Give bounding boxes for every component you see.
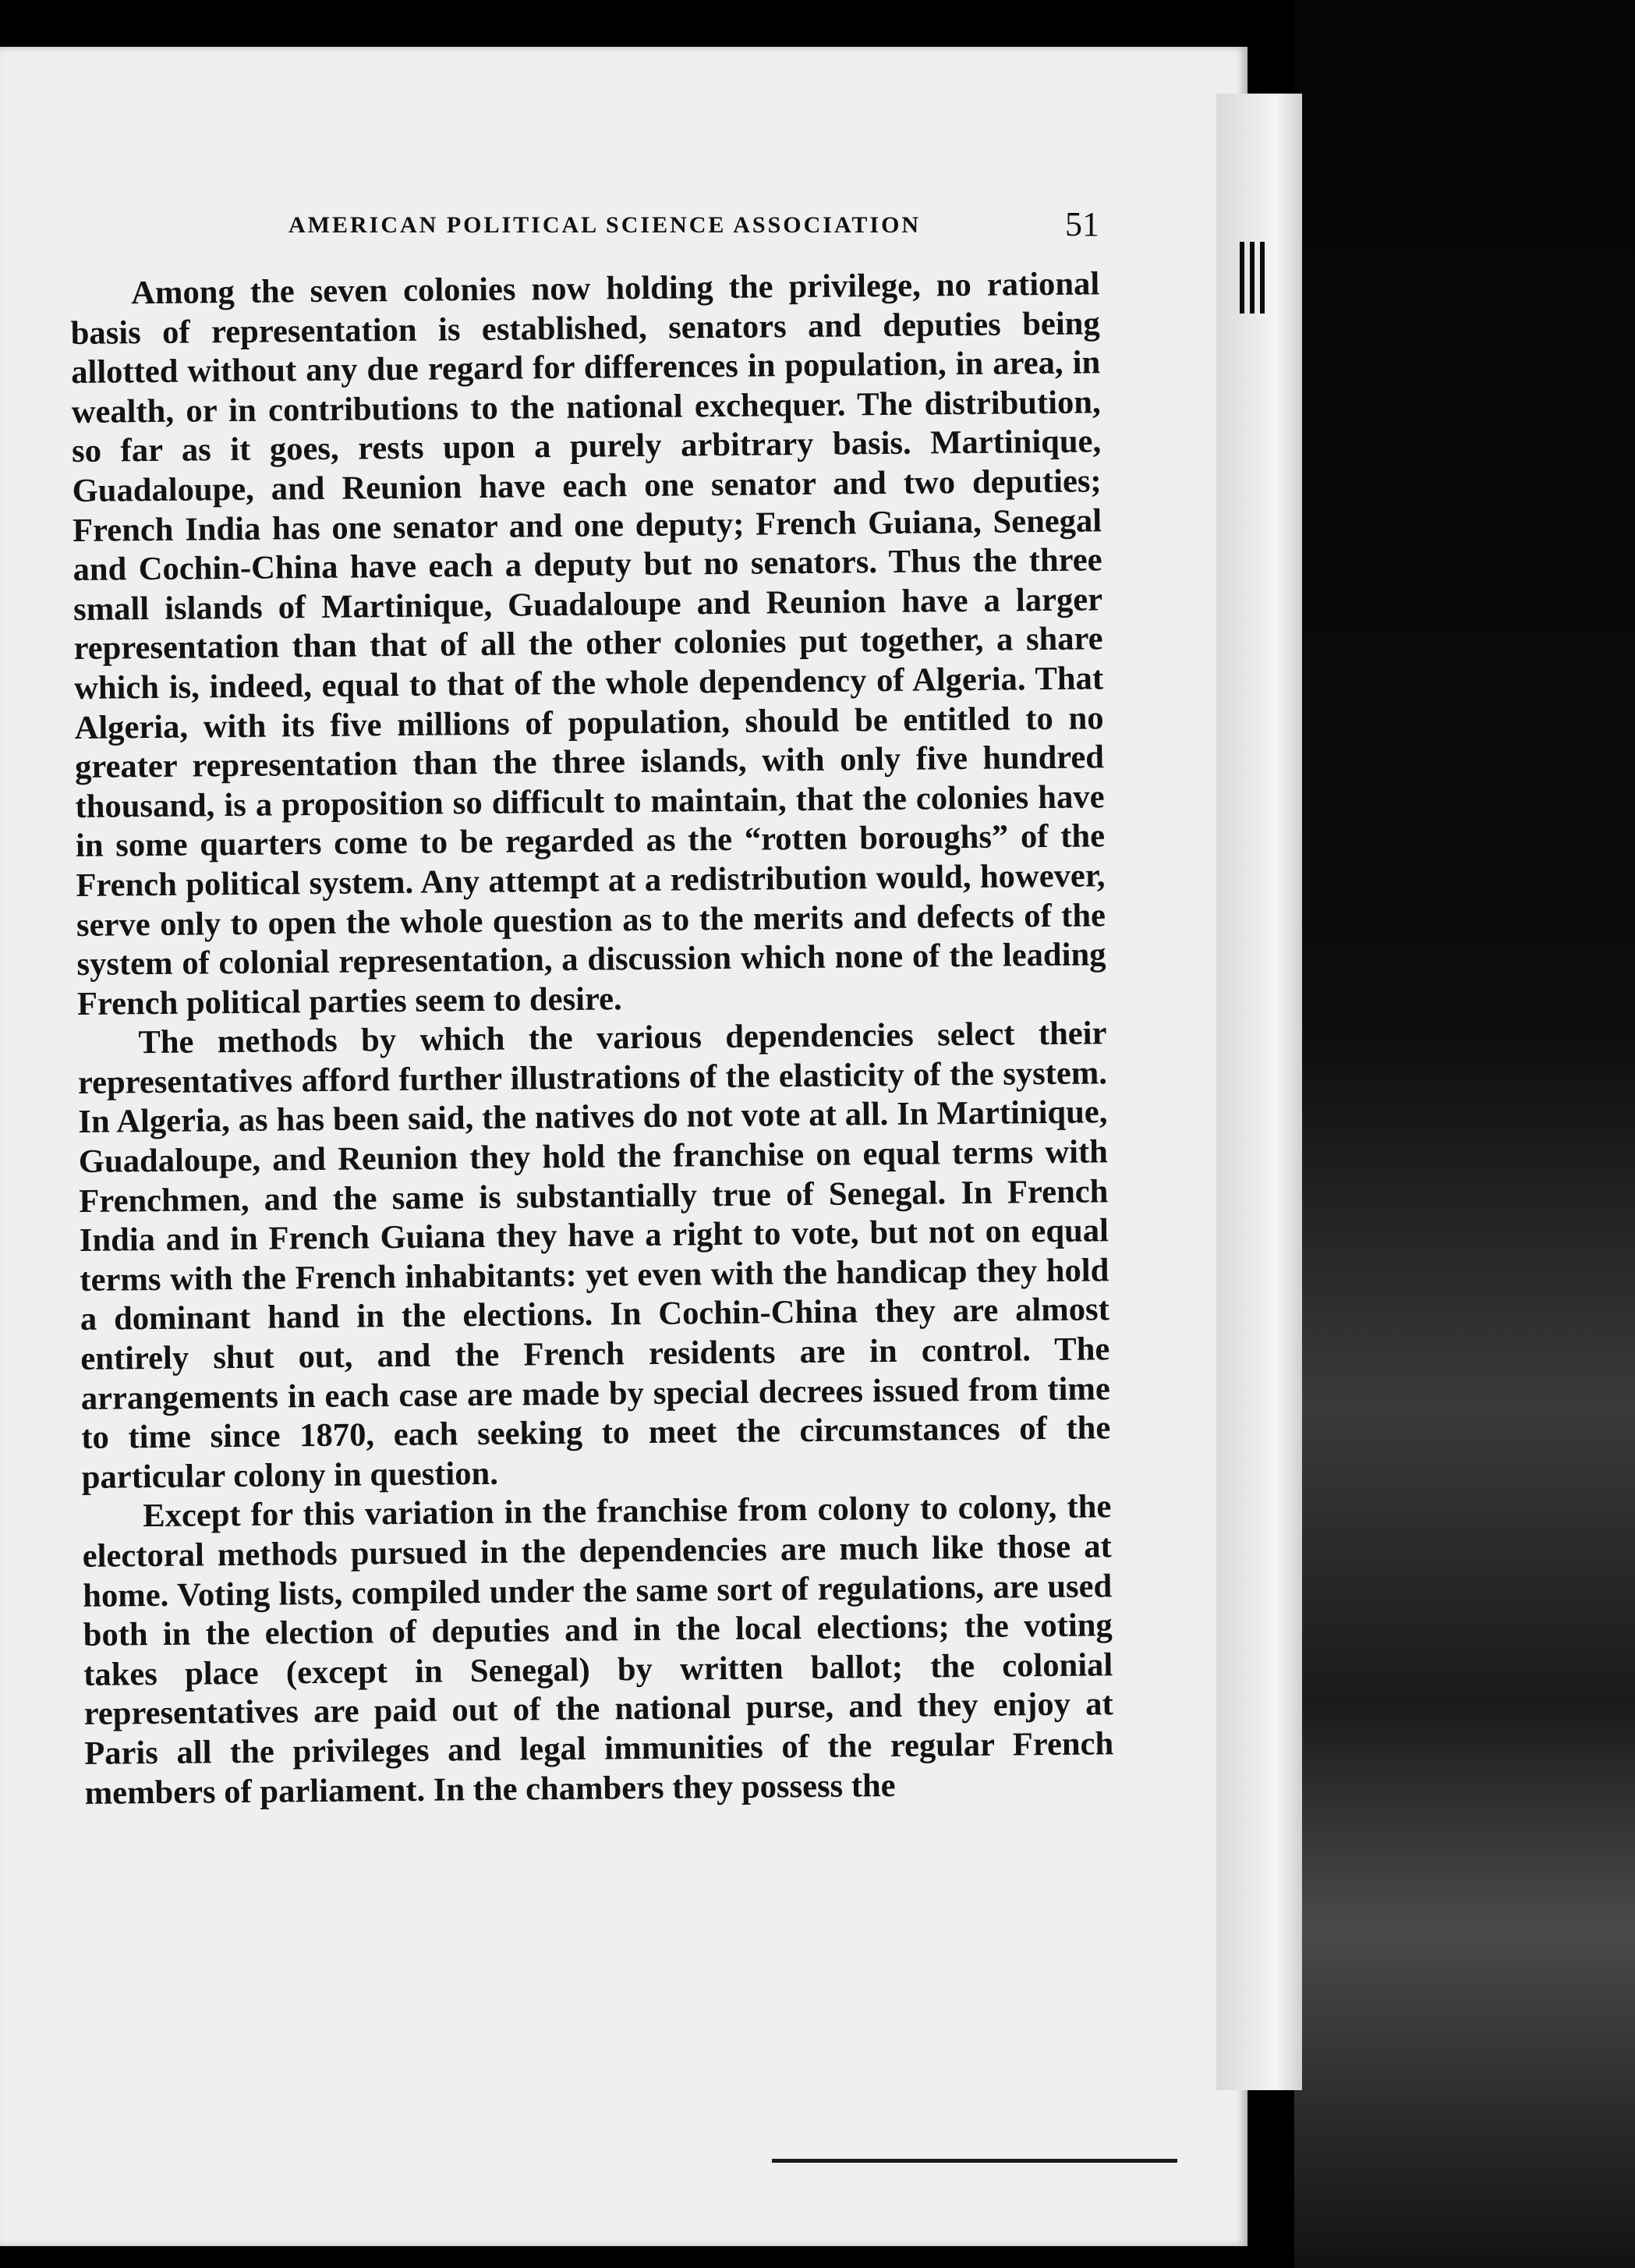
scan-background xyxy=(1294,0,1635,2268)
microfilm-marks xyxy=(1240,242,1265,314)
running-title: AMERICAN POLITICAL SCIENCE ASSOCIATION xyxy=(288,212,922,238)
paragraph-1: Among the seven colonies now holding the privilege, no rational basis of representation is established, senators and deputies being allotted without any due regard for differences in population, in area, in wealth, or in contributions to the national exchequer. The distribution, so far as it goes, rests upon a purely arbitrary basis. Martinique, Guadaloupe, and Reunion have each one senator and two deputies; French India has one senator and one deputy; French Guiana, Senegal and Cochin-China have each a deputy but no senators. Thus the three small islands of Martinique, Guadaloupe and Reunion have a larger representation than that of all the other colonies put together, a share which is, indeed, equal to that of the whole dependency of Algeria. That Algeria, with its five millions of population, should be entitled to no greater representation than the three islands, with only five hundred thousand, is a proposition so difficult to maintain, that the colonies have in some quarters come to be regarded as the “rotten boroughs” of the French political system. Any attempt at a redistribution would, however, serve only to open the whole question as to the merits and defects of the system of colonial representation, a discussion which none of the leading French political parties seem to desire. xyxy=(70,265,1106,1022)
page-fold xyxy=(1216,94,1302,2090)
page-number: 51 xyxy=(1065,205,1099,243)
page-edge-rule xyxy=(772,2159,1177,2163)
paragraph-3: Except for this variation in the franchise from colony to colony, the electoral methods pursued in the dependencies are much like those at home. Voting lists, compiled under the same sort of regulations, are used both in the election of deputies and in the local elections; the voting takes place (except in Senegal) by written ballot; the colonial representatives are paid out of the national purse, and they enjoy at Paris all the privileges and legal immunities of the regular French members of parliament. In the chambers they possess the xyxy=(82,1488,1114,1812)
paragraph-2: The methods by which the various dependencies select their representatives afford further illustrations of the elasticity of the system. In Algeria, as has been said, the natives do not vote at all. In Martinique, Guadaloupe, and Reunion they hold the franchise on equal terms with Frenchmen, and the same is substantially true of Senegal. In French India and in French Guiana they have a right to vote, but not on equal terms with the French inhabitants: yet even with the handicap they hold a dominant hand in the elections. In Cochin-China they are almost entirely shut out, and the French residents are in control. The arrangements in each case are made by special decrees issued from time to time since 1870, each seeking to meet the circumstances of the particular colony in question. xyxy=(77,1015,1111,1496)
body-text xyxy=(70,264,1114,1813)
